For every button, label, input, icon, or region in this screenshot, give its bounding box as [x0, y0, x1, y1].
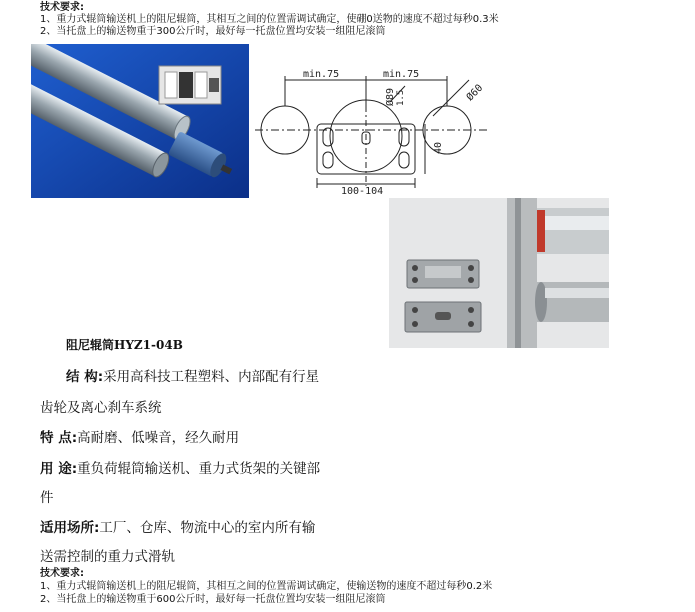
bracket-photo-illustration — [389, 198, 609, 348]
top-requirements-heading: 技术要求: — [40, 2, 84, 13]
structure-line-1 — [66, 365, 319, 385]
dim-100-104: 100-104 — [341, 186, 384, 196]
bottom-requirement-line-1: 1、重力式辊筒输送机上的阻尼辊筒，其相互之间的位置需调试确定，使输送物的速度不超过每秒0.2米 — [40, 581, 493, 592]
usage-label: 用 途: — [40, 461, 78, 477]
roller-product-photo — [31, 44, 249, 198]
usage-text-1: 重负荷辊筒输送机、重力式货架的关键部 — [77, 461, 321, 477]
features-line — [40, 426, 239, 446]
technical-drawing — [255, 66, 487, 196]
dim-d89: Ø89 — [385, 87, 396, 106]
dimension-drawing-svg — [255, 66, 487, 196]
roller-photo-illustration — [31, 44, 249, 198]
dim-40: 40 — [433, 141, 444, 154]
places-text-2: 送需控制的重力式滑轨 — [40, 549, 175, 565]
dim-1-5: 1.5 — [396, 89, 406, 106]
top-requirement-line-1: 1、重力式辊筒输送机上的阻尼辊筒，其相互之间的位置需调试确定，使硼0送物的速度不超过每秒0.3米 — [40, 14, 499, 25]
features-label: 特 点: — [40, 430, 78, 446]
usage-text-2: 件 — [40, 490, 54, 506]
dim-d60: Ø60 — [464, 82, 486, 104]
usage-line-1 — [40, 457, 320, 477]
dim-min75-left: min.75 — [303, 69, 340, 80]
dim-min75-right: min.75 — [383, 69, 420, 80]
structure-label: 结 构: — [66, 369, 104, 385]
top-requirement-line-2: 2、当托盘上的输送物重于300公斤时，最好每一托盘位置均安装一组阻尼滚筒 — [40, 26, 386, 37]
bottom-requirements-heading: 技术要求: — [40, 568, 84, 579]
structure-text-2: 齿轮及离心刹车系统 — [40, 400, 162, 416]
places-line-1 — [40, 516, 315, 536]
features-text: 高耐磨、低噪音，经久耐用 — [77, 430, 240, 446]
places-text-1: 工厂、仓库、物流中心的室内所有输 — [99, 520, 316, 536]
bottom-requirement-line-2: 2、当托盘上的输送物重于600公斤时，最好每一托盘位置均安装一组阻尼滚筒 — [40, 594, 386, 605]
bracket-and-roller-photo — [389, 198, 609, 348]
product-title: 阻尼辊筒HYZ1-04B — [66, 338, 183, 352]
structure-text-1: 采用高科技工程塑料、内部配有行星 — [103, 369, 320, 385]
places-label: 适用场所: — [40, 520, 100, 536]
